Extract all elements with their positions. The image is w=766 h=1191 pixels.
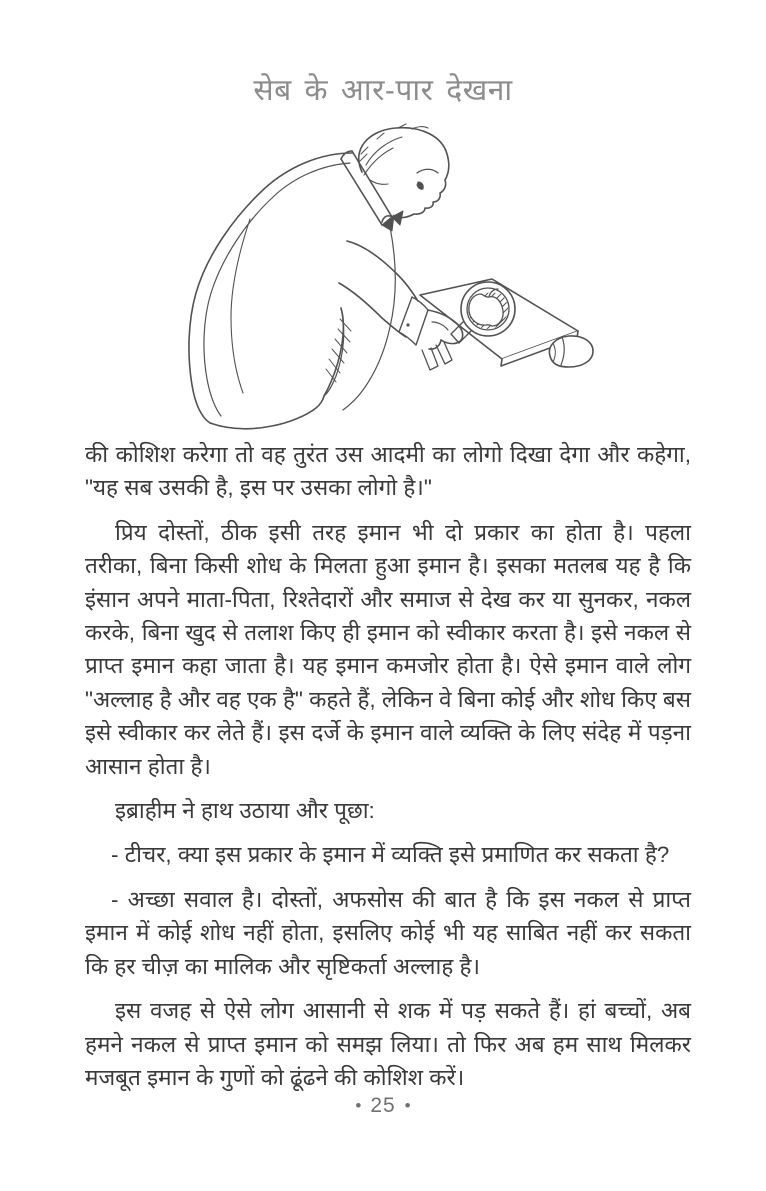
coat-hatching bbox=[326, 319, 351, 382]
paragraph-5-dialogue: - अच्छा सवाल है। दोस्तों, अफसोस की बात है कि इस नकल से प्राप्त इमान में कोई शोध नहीं होता, इसलिए कोई भी यह साबित नहीं कर सकता कि हर चीज़ का मालिक और सृष्टिकर्ता अल्लाह है। bbox=[85, 886, 691, 979]
body-text bbox=[85, 438, 691, 1105]
eye bbox=[417, 182, 423, 189]
cuff bbox=[399, 297, 428, 345]
illustration-man-examining-apple-logo bbox=[100, 123, 620, 433]
line-drawing bbox=[100, 123, 620, 433]
paragraph-4-dialogue: - टीचर, क्या इस प्रकार के इमान में व्यक्ति इसे प्रमाणित कर सकता है? bbox=[111, 842, 670, 868]
paragraph-2: प्रिय दोस्तों, ठीक इसी तरह इमान भी दो प्रकार का होता है। पहला तरीका, बिना किसी शोध के मिलता हुआ इमान है। इसका मतलब यह है कि इंसान अपने माता-पिता, रिश्तेदारों और समाज से देख कर या सुनकर, नकल करके, बिना खुद से तलाश किए ही इमान को स्वीकार करता है। इसे नकल से प्राप्त इमान कहा जाता है। यह इमान कमजोर होता है। ऐसे इमान वाले लोग "अल्लाह है और वह एक है" कहते हैं, लेकिन वे बिना कोई और शोध किए बस इसे स्वीकार कर लेते हैं। इस दर्जे के इमान वाले व्यक्ति के लिए संदेह में पड़ना आसान होता है। bbox=[85, 519, 691, 779]
head bbox=[359, 124, 449, 222]
paragraph-6: इस वजह से ऐसे लोग आसानी से शक में पड़ सकते हैं। हां बच्चों, अब हमने नकल से प्राप्त इमान को समझ लिया। तो फिर अब हम साथ मिलकर मजबूत इमान के गुणों को ढूंढने की कोशिश करें। bbox=[85, 998, 691, 1090]
chapter-title: सेब के आर-पार देखना bbox=[253, 74, 513, 107]
mouse bbox=[549, 336, 593, 367]
footer-bullet-right: • bbox=[404, 1096, 411, 1115]
eyebrow bbox=[417, 169, 438, 173]
hair bbox=[366, 137, 402, 165]
footer-bullet-left: • bbox=[355, 1096, 362, 1115]
page-number: 25 bbox=[370, 1094, 396, 1117]
paragraph-3: इब्राहीम ने हाथ उठाया और पूछा: bbox=[115, 798, 375, 824]
paragraph-1: की कोशिश करेगा तो वह तुरंत उस आदमी का लोगो दिखा देगा और कहेगा, "यह सब उसकी है, इस पर उसका लोगो है।" bbox=[85, 442, 691, 501]
page-footer bbox=[0, 1094, 766, 1118]
man-figure bbox=[189, 124, 463, 429]
